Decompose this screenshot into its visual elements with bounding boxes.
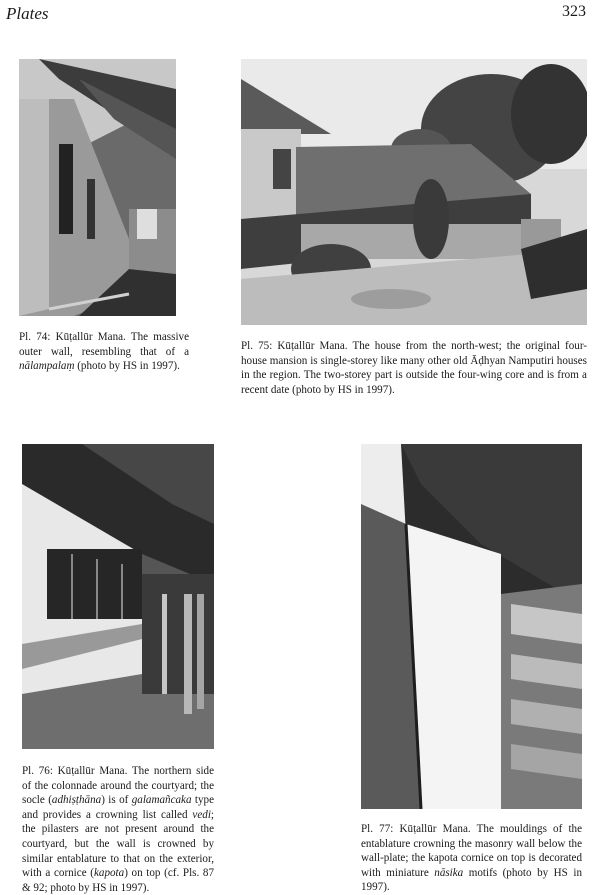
caption-segment: type and provides a crowning list called — [22, 794, 215, 821]
caption-segment: Pl. 76: Kūṭallūr Mana. The northern side of the colonnade around the courtyard; the socle ( — [22, 765, 214, 807]
caption-segment: motifs (photo by HS in 1997). — [361, 866, 582, 894]
caption-plate-77 — [361, 822, 582, 895]
caption-segment: Pl. 77: Kūṭallūr Mana. The mouldings of the entablature crowning the masonry wall below the wall-plate; the kapota cornice on top is decorated with miniature — [361, 823, 582, 879]
caption-segment: nāsika — [434, 866, 464, 879]
caption-segment: nālampalaṃ — [19, 360, 75, 373]
caption-segment: ; the pilasters are not present around the courtyard, but the wall is crowned by similar entablature to that on the exterior, with a cornice ( — [22, 808, 214, 880]
caption-segment: (photo by HS in 1997). — [74, 360, 180, 373]
caption-segment: kapota — [93, 867, 125, 880]
caption-segment: vedi — [192, 808, 211, 821]
caption-plate-75 — [241, 339, 587, 397]
page-number: 323 — [562, 3, 586, 20]
caption-plate-76 — [22, 764, 214, 895]
caption-segment: ) on top (cf. Pls. 87 & 92; photo by HS in 1997). — [22, 867, 214, 894]
photo-plate-74 — [19, 59, 176, 316]
photo-plate-77 — [361, 444, 582, 809]
caption-segment: adhiṣṭhāna — [51, 794, 102, 807]
caption-segment: Pl. 75: Kūṭallūr Mana. The house from the north-west; the original four-house mansion is single-storey like many other old Āḍhyan Namputiri houses in the region. The two-storey part is outside the four-wing core and is from a recent date (photo by HS in 1997). — [241, 340, 587, 396]
caption-segment: ) is of — [101, 794, 132, 807]
photo-plate-75 — [241, 59, 587, 325]
photo-plate-76 — [22, 444, 214, 749]
running-title: Plates — [6, 4, 49, 23]
caption-plate-74 — [19, 330, 189, 374]
caption-segment: Pl. 74: Kūṭallūr Mana. The massive outer wall, resembling that of a — [19, 331, 189, 358]
caption-segment: galamañcaka — [131, 794, 192, 807]
